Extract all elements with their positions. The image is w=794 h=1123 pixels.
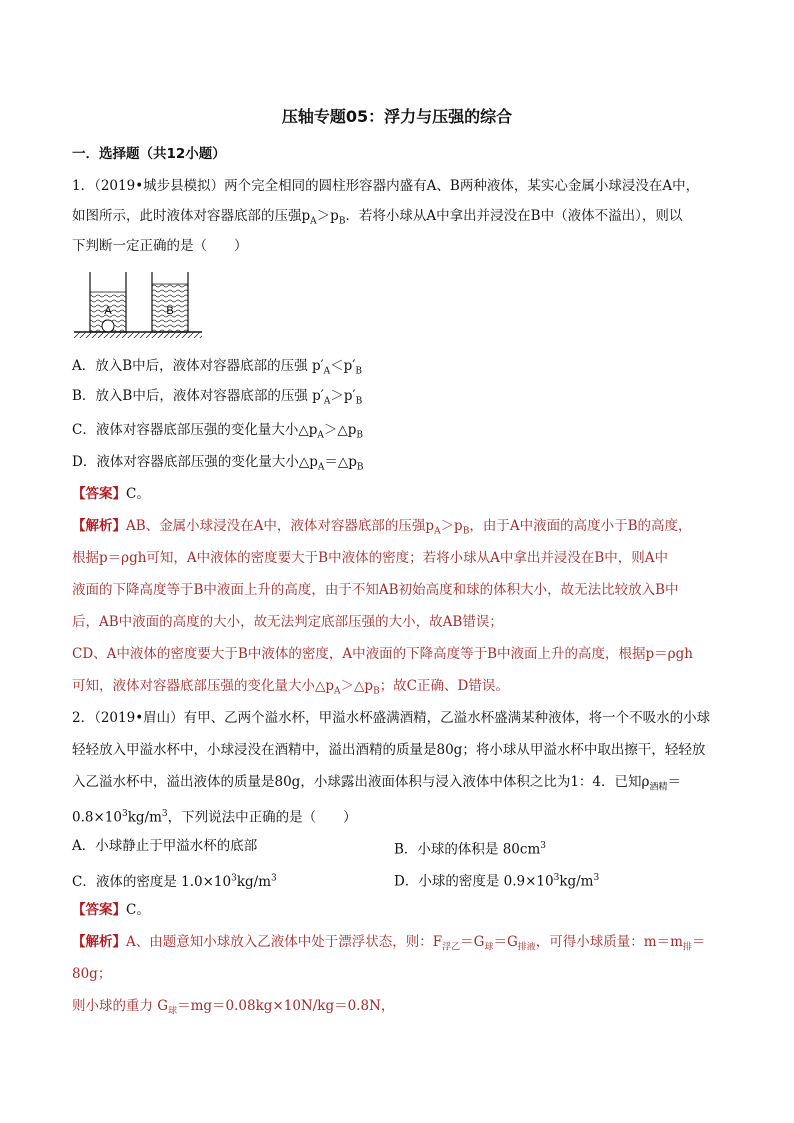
q2-answer: 【答案】C。 [72, 902, 150, 918]
q2-stem-line4: $0.8\times 10^3kg/m^3$，下列说法中正确的是（ ） [72, 809, 357, 826]
q1-explanation-line6: 可知，液体对容器底部压强的变化量大小$\triangle p_A>\triangle p_B$；故C正确、D错误。 [72, 678, 509, 697]
q1-explanation-line3: 液面的下降高度等于B中液面上升的高度，由于不知AB初始高度和球的体积大小，故无法比较放入B中 [72, 582, 679, 598]
q1-explanation-line5: CD、A中液体的密度要大于B中液体的密度，A中液面的下降高度等于B中液面上升的高度，根据p＝ρgh [72, 646, 693, 662]
q2-option-b: B．小球的体积是 $80cm^3$ [394, 841, 546, 858]
q2-option-a: A．小球静止于甲溢水杯的底部 [72, 838, 258, 854]
q1-option-d: D．液体对容器底部压强的变化量大小$\triangle p_A=\triangle p_B$ [72, 454, 364, 473]
q1-option-c: C．液体对容器底部压强的变化量大小$\triangle p_A>\triangle p_B$ [72, 422, 364, 441]
q2-explanation-line3: 则小球的重力 $G_球=mg=0.08kg\times 10N/kg=0.8N$， [72, 998, 395, 1017]
q1-option-a: A．放入B中后，液体对容器底部的压强 $p'_A<p'_B$ [72, 358, 363, 377]
q2-options-row2 [72, 868, 732, 892]
q2-stem-line1: 2．（2019•眉山）有甲、乙两个溢水杯，甲溢水杯盛满酒精，乙溢水杯盛满某种液体，将一个不吸水的小球 [72, 710, 711, 726]
q1-container-figure [72, 268, 212, 340]
ground-hatch [74, 332, 202, 338]
metal-ball [102, 320, 114, 332]
q2-option-d: D．小球的密度是 $0.9\times 10^3kg/m^3$ [394, 873, 600, 890]
q1-answer: 【答案】C。 [72, 486, 150, 502]
page-title: 压轴专题05：浮力与压强的综合 [281, 107, 513, 126]
q2-explanation-line2: 80g； [72, 966, 112, 982]
q1-explanation-line2: 根据p＝ρgh可知，A中液体的密度要大于B中液体的密度；若将小球从A中拿出并浸没在B中，则A中 [72, 550, 669, 566]
label-b: B [166, 305, 174, 317]
q1-explanation-line1: 【解析】AB、金属小球浸没在A中，液体对容器底部的压强$p_A>p_B$，由于A中液面的高度小于B的高度， [72, 518, 692, 537]
q2-explanation-line1: 【解析】A、由题意知小球放入乙液体中处于漂浮状态，则：$F_{浮乙}=G_球=G_{排液}$，可得小球质量：$m=m_排=$ [72, 934, 706, 953]
q1-stem-line3: 下判断一定正确的是（ ） [72, 238, 248, 254]
q1-explanation-line4: 后，AB中液面的高度的大小，故无法判定底部压强的大小，故AB错误； [72, 614, 503, 630]
q2-stem-line3: 入乙溢水杯中，溢出液体的质量是80g，小球露出液面体积与浸入液体中体积之比为1：4．已知$\rho_{酒精}=$ [72, 774, 681, 793]
section-heading: 一．选择题（共12小题） [72, 146, 226, 162]
q1-option-b: B．放入B中后，液体对容器底部的压强 $p'_A>p'_B$ [72, 388, 363, 407]
q1-stem-line2: 如图所示，此时液体对容器底部的压强$p_A>p_B$．若将小球从A中拿出并浸没在B中（液体不溢出），则以 [72, 208, 683, 227]
q2-option-c: C．液体的密度是 $1.0\times 10^3kg/m^3$ [72, 873, 277, 890]
label-a: A [104, 305, 112, 317]
q2-options-row1 [72, 836, 732, 856]
q2-stem-line2: 轻轻放入甲溢水杯中，小球浸没在酒精中，溢出酒精的质量是80g；将小球从甲溢水杯中取出擦干，轻轻放 [72, 742, 706, 758]
q1-stem-line1: 1．（2019•城步县模拟）两个完全相同的圆柱形容器内盛有A、B两种液体，某实心金属小球浸没在A中， [72, 178, 700, 194]
